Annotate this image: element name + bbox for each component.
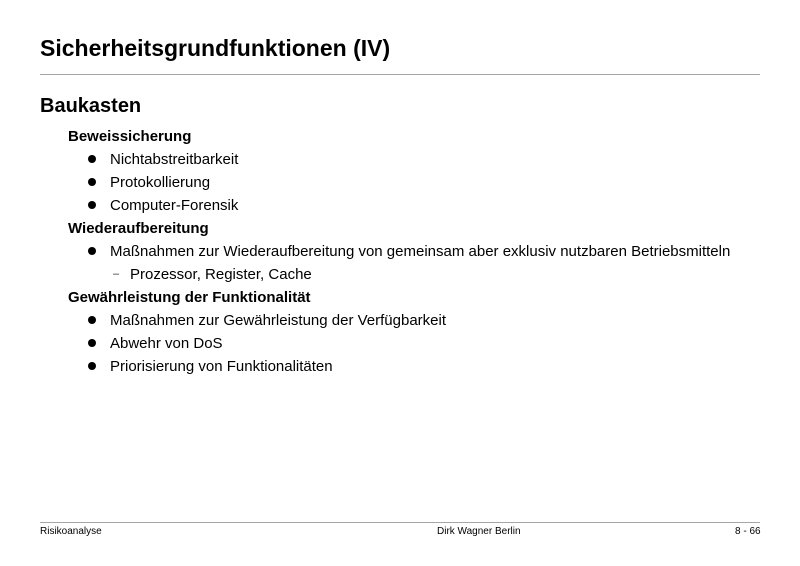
list-item-text: Computer-Forensik <box>110 197 239 214</box>
bullet-icon <box>88 339 96 347</box>
list-item-text: Priorisierung von Funktionalitäten <box>110 358 333 375</box>
footer-author: Dirk Wagner Berlin <box>437 526 521 537</box>
bullet-icon <box>88 316 96 324</box>
list-item <box>68 150 768 169</box>
list-item <box>68 173 768 192</box>
group-beweissicherung <box>68 127 768 215</box>
slide-title: Sicherheitsgrundfunktionen (IV) <box>40 35 391 61</box>
list-item <box>68 357 768 376</box>
group-wiederaufbereitung <box>68 219 768 284</box>
group-title: Wiederaufbereitung <box>68 220 209 237</box>
title-divider <box>40 74 760 75</box>
list-item <box>68 334 768 353</box>
list-item <box>68 311 768 330</box>
bullet-list <box>68 150 768 215</box>
footer-divider <box>40 522 760 523</box>
bullet-icon <box>88 362 96 370</box>
group-title: Beweissicherung <box>68 128 192 145</box>
list-item-text: Maßnahmen zur Wiederaufbereitung von gemeinsam aber exklusiv nutzbaren Betriebsmitteln <box>110 243 731 260</box>
group-title: Gewährleistung der Funktionalität <box>68 289 311 306</box>
bullet-list <box>68 311 768 376</box>
slide-content <box>68 127 768 380</box>
sub-list-item <box>68 265 768 284</box>
bullet-icon <box>88 201 96 209</box>
list-item-text: Abwehr von DoS <box>110 335 223 352</box>
sub-bullet-list <box>68 265 768 284</box>
list-item-text: Maßnahmen zur Gewährleistung der Verfügbarkeit <box>110 312 447 329</box>
dash-icon: – <box>113 268 120 280</box>
bullet-icon <box>88 155 96 163</box>
bullet-icon <box>88 247 96 255</box>
list-item <box>68 242 768 261</box>
footer-page-number: 8 - 66 <box>735 526 761 537</box>
footer-course-label: Risikoanalyse <box>40 526 102 537</box>
list-item-text: Protokollierung <box>110 174 211 191</box>
section-heading: Baukasten <box>40 95 142 117</box>
sub-list-item-text: Prozessor, Register, Cache <box>130 266 312 283</box>
list-item-text: Nichtabstreitbarkeit <box>110 151 239 168</box>
bullet-icon <box>88 178 96 186</box>
list-item <box>68 196 768 215</box>
group-gewaehrleistung <box>68 288 768 376</box>
bullet-list <box>68 242 768 261</box>
